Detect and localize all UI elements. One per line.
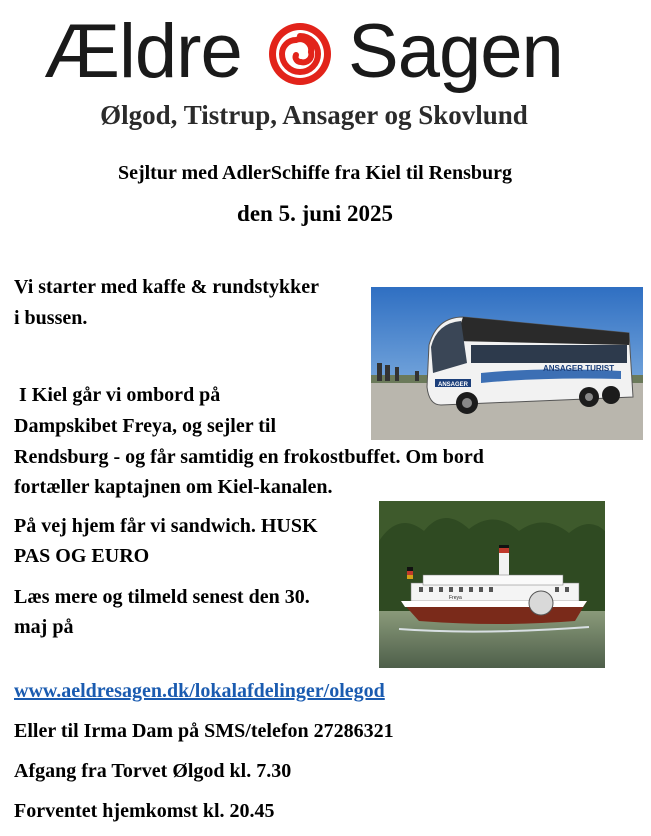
- bus-side-text: ANSAGER TURIST: [543, 364, 615, 373]
- branch-subtitle: Ølgod, Tistrup, Ansager og Skovlund: [100, 100, 528, 130]
- ship-photo: [379, 501, 605, 668]
- signup-line-1: Læs mere og tilmeld senest den 30.: [14, 586, 310, 608]
- bus-photo: [371, 287, 643, 440]
- logo-text-left: Ældre: [44, 9, 242, 94]
- signup-link[interactable]: www.aeldresagen.dk/lokalafdelinger/olegod: [14, 680, 385, 702]
- logo-text-right: Sagen: [348, 9, 563, 94]
- kiel-line-2: Dampskibet Freya, og sejler til: [14, 415, 277, 437]
- kiel-line-4: fortæller kaptajnen om Kiel-kanalen.: [14, 476, 333, 498]
- coffee-line-1: Vi starter med kaffe & rundstykker: [14, 276, 319, 298]
- coffee-line-2: i bussen.: [14, 307, 88, 329]
- signup-line-2: maj på: [14, 616, 74, 638]
- kiel-line-1: I Kiel går vi ombord på: [14, 384, 221, 406]
- return-line: Forventet hjemkomst kl. 20.45: [14, 800, 275, 822]
- trip-title: Sejltur med AdlerSchiffe fra Kiel til Rensburg: [117, 162, 513, 184]
- bus-front-text: ANSAGER: [438, 382, 469, 388]
- spiral-logo-icon: [268, 22, 332, 86]
- trip-date: den 5. juni 2025: [237, 201, 393, 226]
- sandwich-line-1: På vej hjem får vi sandwich. HUSK: [14, 515, 318, 537]
- departure-line: Afgang fra Torvet Ølgod kl. 7.30: [14, 760, 292, 782]
- kiel-line-3: Rendsburg - og får samtidig en frokostbuffet. Om bord: [14, 446, 484, 468]
- ship-name: Freya: [449, 595, 462, 601]
- contact-line: Eller til Irma Dam på SMS/telefon 27286321: [14, 720, 394, 742]
- sandwich-line-2: PAS OG EURO: [14, 545, 150, 567]
- aeldre-sagen-logo: [40, 10, 580, 94]
